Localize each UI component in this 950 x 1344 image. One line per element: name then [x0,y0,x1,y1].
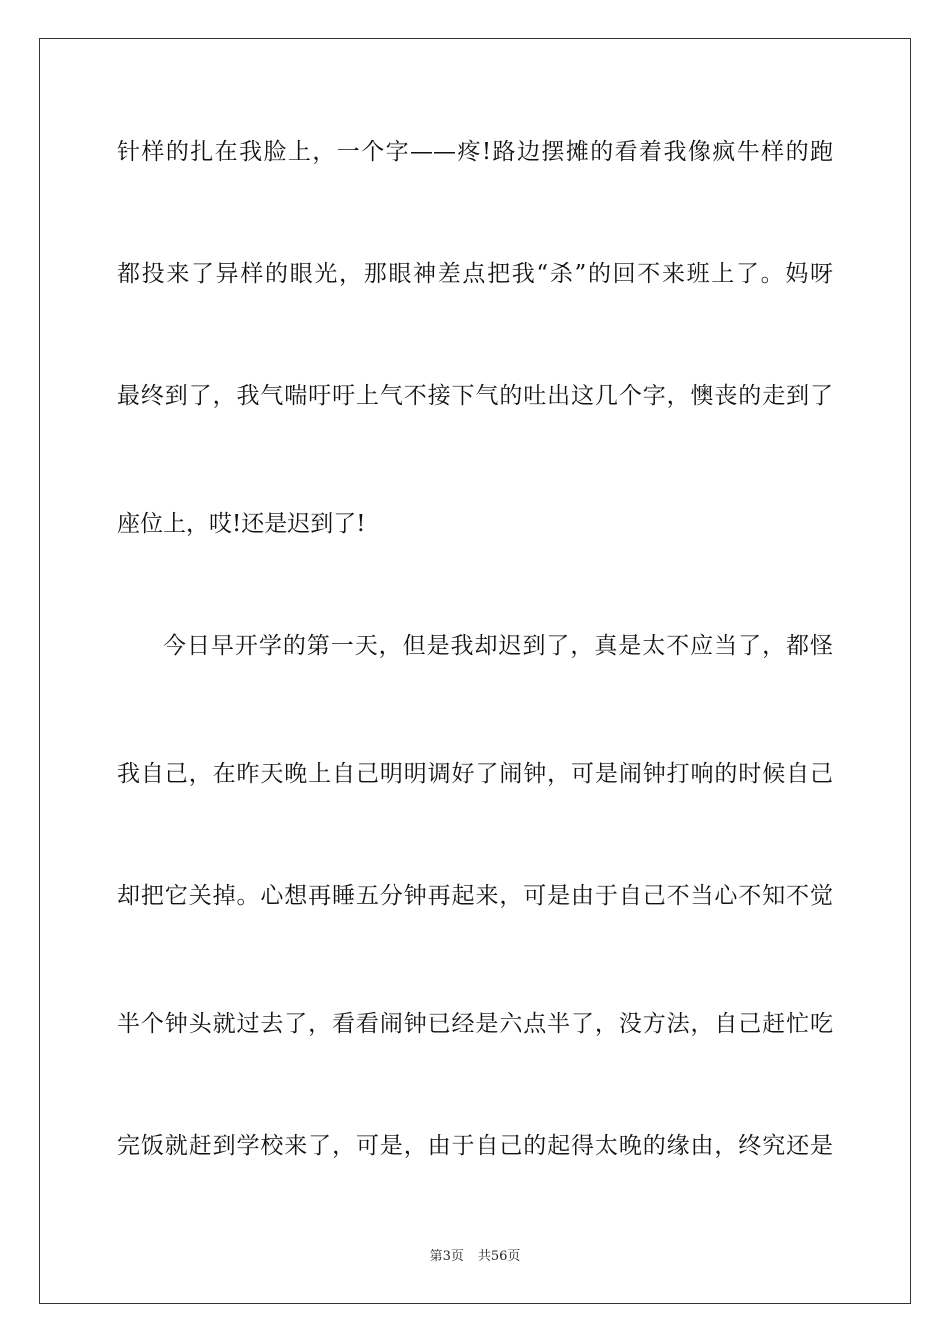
text-line-1: 针样的扎在我脸上，一个字——疼!路边摆摊的看着我像疯牛样的跑 [117,139,833,165]
text-line-9: 完饭就赶到学校来了，可是，由于自己的起得太晚的缘由，终究还是 [117,1133,833,1159]
text-line-8: 半个钟头就过去了，看看闹钟已经是六点半了，没方法，自己赶忙吃 [117,1011,833,1037]
page-number: 第3页 [429,1249,464,1264]
text-line-4: 座位上，哎!还是迟到了! [117,511,366,537]
page-border [39,38,911,1304]
page-total: 共56页 [477,1249,521,1264]
text-line-7: 却把它关掉。心想再睡五分钟再起来，可是由于自己不当心不知不觉 [117,883,833,909]
text-line-2: 都投来了异样的眼光，那眼神差点把我“杀”的回不来班上了。妈呀 [117,261,833,287]
text-line-6: 我自己，在昨天晚上自己明明调好了闹钟，可是闹钟打响的时候自己 [117,761,833,787]
text-line-3: 最终到了，我气喘吁吁上气不接下气的吐出这几个字，懊丧的走到了 [117,383,833,409]
text-line-5-paragraph-start: 今日早开学的第一天，但是我却迟到了，真是太不应当了，都怪 [163,633,833,659]
page-footer [0,1248,950,1266]
